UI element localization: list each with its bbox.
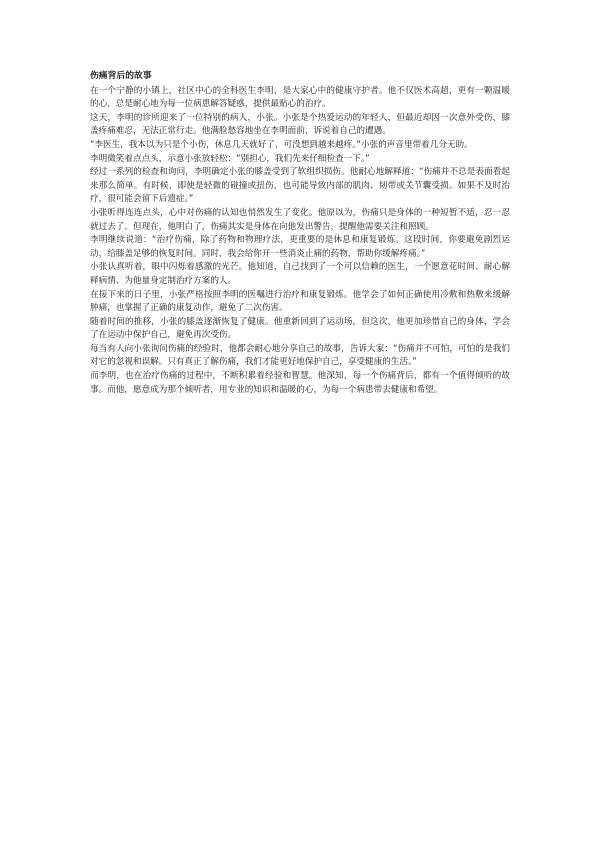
paragraph-6: 小张听得连连点头，心中对伤痛的认知也悄然发生了变化。他原以为，伤痛只是身体的一种短暂不适，忍一忍就过去了。但现在，他明白了，伤痛其实是身体在向他发出警告，提醒他需要关注和照顾。	[90, 207, 510, 232]
paragraph-5: 经过一系列的检查和询问，李明确定小张的膝盖受到了软组织损伤。他耐心地解释道：“伤痛并不总是表面看起来那么简单。有时候，即使是轻微的碰撞或扭伤，也可能导致内部的肌肉、韧带或关节囊受损。如果不及时治疗，很可能会留下后遗症。”	[90, 167, 510, 205]
paragraph-9: 在接下来的日子里，小张严格按照李明的医嘱进行治疗和康复锻炼。他学会了如何正确使用冷敷和热敷来缓解肿痛，也掌握了正确的康复动作，避免了二次伤害。	[90, 289, 510, 314]
document-title: 伤痛背后的故事	[90, 71, 152, 81]
paragraph-4: 李明微笑着点点头，示意小张放轻松：“别担心，我们先来仔细检查一下。”	[90, 153, 370, 164]
document-body	[90, 70, 510, 397]
paragraph-12: 而李明，也在治疗伤痛的过程中，不断积累着经验和智慧。他深知，每一个伤痛背后，都有一个值得倾听的故事。而他，愿意成为那个倾听者，用专业的知识和温暖的心，为每一个病患带去健康和希望。	[90, 371, 510, 395]
paragraph-10: 随着时间的推移，小张的膝盖逐渐恢复了健康。他重新回到了运动场，但这次，他更加珍惜自己的身体，学会了在运动中保护自己，避免再次受伤。	[90, 316, 510, 341]
paragraph-2: 这天，李明的诊所迎来了一位特别的病人，小张。小张是个热爱运动的年轻人，但最近却因一次意外受伤，膝盖疼痛难忍，无法正常行走。他满脸愁容地坐在李明面前，诉说着自己的遭遇。	[90, 112, 510, 137]
paragraph-1: 在一个宁静的小镇上，社区中心的全科医生李明，是大家心中的健康守护者。他不仅医术高超，更有一颗温暖的心，总是耐心地为每一位病患解答疑惑，提供最贴心的治疗。	[90, 85, 510, 110]
paragraph-3: “李医生，我本以为只是个小伤，休息几天就好了，可没想到越来越疼。”小张的声音里带着几分无助。	[90, 139, 473, 150]
paragraph-7: 李明继续说道：“治疗伤痛，除了药物和物理疗法，更重要的是休息和康复锻炼。这段时间，你要避免剧烈运动，给膝盖足够的恢复时间。同时，我会给你开一些消炎止痛的药物，帮助你缓解疼痛。”	[90, 235, 510, 259]
paragraph-11: 每当有人向小张询问伤痛的经验时，他都会耐心地分享自己的故事，告诉大家：“伤痛并不可怕，可怕的是我们对它的忽视和误解。只有真正了解伤痛，我们才能更好地保护自己，享受健康的生活。”	[90, 343, 510, 368]
paragraph-8: 小张认真听着，眼中闪烁着感激的光芒。他知道，自己找到了一个可以信赖的医生，一个愿意花时间、耐心解释病情、为他量身定制治疗方案的人。	[90, 262, 510, 286]
